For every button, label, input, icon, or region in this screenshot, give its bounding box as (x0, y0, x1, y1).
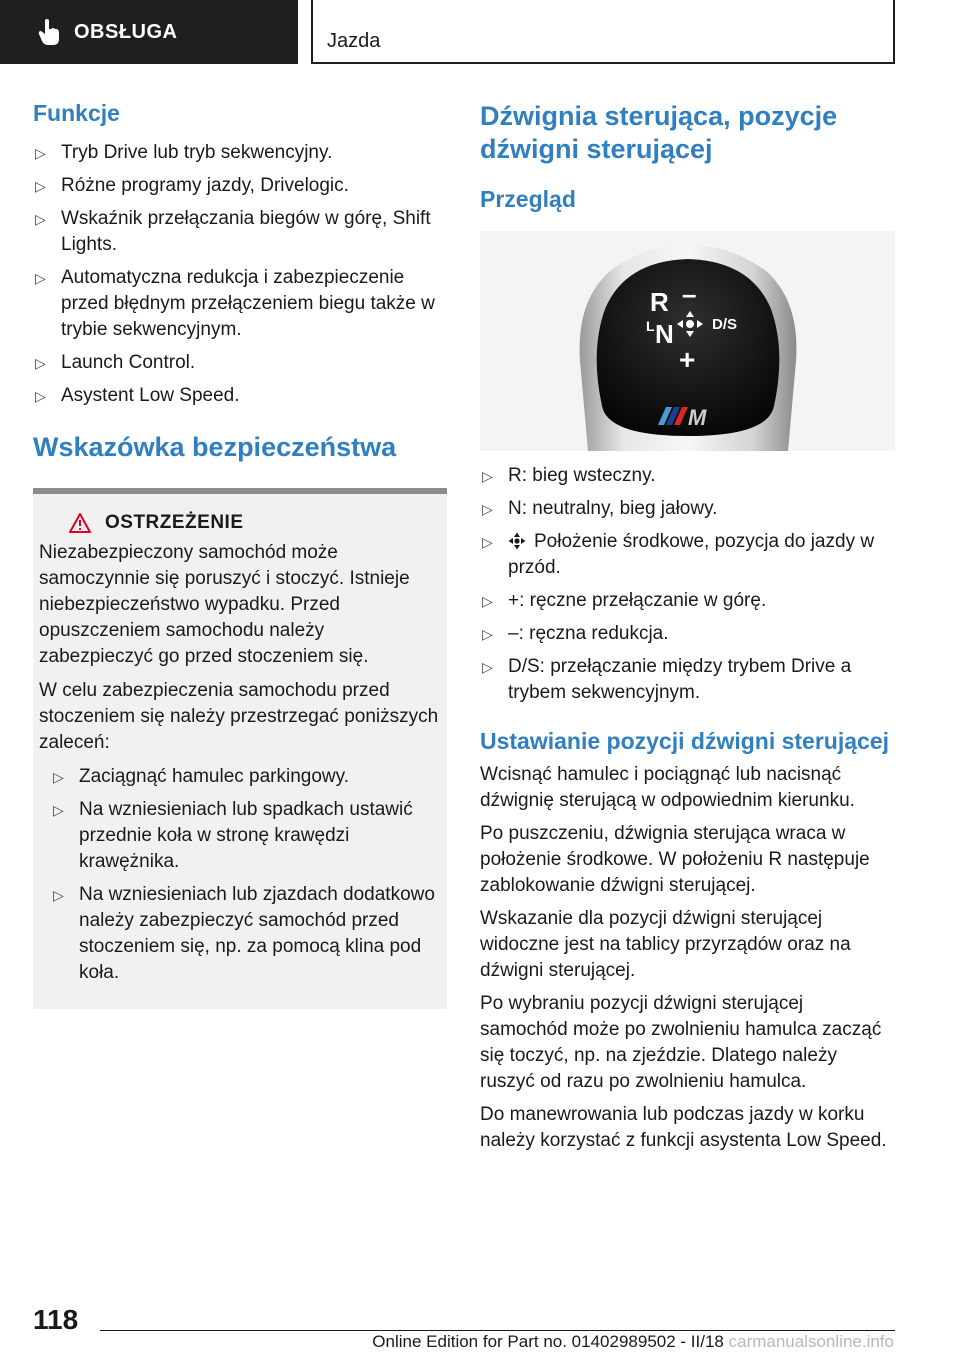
triangle-bullet-icon: ▷ (482, 626, 493, 643)
warning-paragraph: W celu zabezpieczenia samochodu przed stoczeniem się należy przestrzegać poniższych zaleceń: (39, 679, 439, 753)
gear-lever-illustration (480, 231, 895, 451)
positions-list (480, 463, 895, 706)
triangle-bullet-icon: ▷ (53, 801, 64, 818)
triangle-bullet-icon: ▷ (35, 354, 46, 371)
list-item: ▷ Zaciągnąć hamulec parkingowy. (51, 764, 441, 790)
right-column (480, 100, 895, 1161)
lever-brand-label: M (688, 405, 707, 431)
edition-note: Online Edition for Part no. 01402989502 - II/18 carmanualsonline.info (372, 1332, 894, 1351)
list-item: ▷ Asystent Low Speed. (33, 383, 447, 409)
warning-triangle-icon (69, 513, 91, 533)
header-tab-label: OBSŁUGA (74, 20, 178, 43)
list-item: ▷ Tryb Drive lub tryb sekwencyjny. (33, 140, 447, 166)
list-item: ▷ N: neutralny, bieg jałowy. (480, 496, 895, 522)
overview-heading: Przegląd (480, 185, 576, 212)
list-item: ▷ Launch Control. (33, 350, 447, 376)
list-item: ▷ Automatyczna redukcja i zabezpieczenie przed błędnym przełączeniem biegu także w trybie sekwencyjnym. (35, 266, 435, 340)
list-item: ▷ Wskaźnik przełączania biegów w górę, Shift Lights. (35, 207, 431, 255)
warning-paragraph: Niezabezpieczony samochód może samoczynnie się poruszyć i stoczyć. Istnieje niebezpieczeństwo wypadku. Przed opuszczeniem samochodu należy zabezpieczyć go przed stoczeniem się. (39, 541, 410, 667)
triangle-bullet-icon: ▷ (482, 501, 493, 518)
functions-heading: Funkcje (33, 100, 120, 126)
section-title: Jazda (327, 30, 381, 52)
lever-label-n: N (655, 319, 674, 350)
hand-pointer-icon (38, 18, 60, 46)
page-footer (0, 1290, 960, 1362)
page-number: 118 (33, 1304, 79, 1335)
gear-lever-photo (480, 231, 895, 451)
functions-list (33, 140, 447, 409)
list-item: ▷ +: ręczne przełączanie w górę. (480, 588, 895, 614)
triangle-bullet-icon: ▷ (53, 768, 64, 785)
triangle-bullet-icon: ▷ (482, 468, 493, 485)
setting-heading: Ustawianie pozycji dźwigni sterującej (480, 728, 890, 755)
triangle-bullet-icon: ▷ (482, 593, 493, 610)
watermark: carmanualsonline.info (728, 1332, 894, 1351)
lever-label-l: L (646, 318, 655, 335)
warning-list (51, 764, 441, 986)
warning-box (33, 488, 447, 1009)
body-paragraph: Wcisnąć hamulec i pociągnąć lub nacisnąć dźwignię sterującą w odpowiednim kierunku. (480, 764, 855, 812)
list-item: ▷ –: ręczna redukcja. (480, 621, 895, 647)
list-item: ▷ D/S: przełączanie między trybem Drive a trybem sekwencyjnym. (482, 656, 852, 704)
triangle-bullet-icon: ▷ (482, 534, 493, 551)
triangle-bullet-icon: ▷ (35, 387, 46, 404)
list-item: ▷ Na wzniesieniach lub spadkach ustawić przednie koła w stronę krawędzi krawężnika. (53, 798, 413, 872)
list-item: ▷ R: bieg wsteczny. (480, 463, 895, 489)
triangle-bullet-icon: ▷ (35, 210, 46, 227)
header-tab (0, 0, 298, 64)
list-item: ▷ Różne programy jazdy, Drivelogic. (33, 173, 447, 199)
left-column (33, 100, 447, 1009)
body-paragraph: Wskazanie dla pozycji dźwigni sterującej widoczne jest na tablicy przyrządów oraz na dźwigni sterującej. (480, 908, 851, 982)
triangle-bullet-icon: ▷ (482, 659, 493, 676)
header-section-box (311, 0, 895, 64)
warning-title-row (69, 512, 441, 534)
list-item: ▷ Położenie środkowe, pozycja do jazdy w przód. (482, 531, 875, 579)
triangle-bullet-icon: ▷ (53, 886, 64, 903)
lever-label-r: R (650, 287, 669, 318)
lever-heading: Dźwignia sterująca, pozycje dźwigni sterującej (480, 101, 838, 164)
footer-rule (100, 1330, 895, 1331)
body-paragraph: Do manewrowania lub podczas jazdy w korku należy korzystać z funkcji asystenta Low Speed. (480, 1104, 887, 1152)
body-paragraph: Po wybraniu pozycji dźwigni sterującej samochód może po zwolnieniu hamulca zacząć się toczyć, np. na zjeździe. Dlatego należy ruszyć od razu po zwolnieniu hamulca. (480, 993, 882, 1093)
lever-label-minus: – (682, 279, 697, 310)
body-paragraph: Po puszczeniu, dźwignia sterująca wraca w położenie środkowe. W położeniu R następuje zablokowanie dźwigni sterującej. (480, 823, 870, 897)
triangle-bullet-icon: ▷ (35, 269, 46, 286)
safety-heading: Wskazówka bezpieczeństwa (33, 431, 397, 462)
lever-label-ds: D/S (712, 316, 738, 334)
list-item: ▷ Na wzniesieniach lub zjazdach dodatkowo należy zabezpieczyć samochód przed stoczeniem się, np. za pomocą klina pod koła. (53, 883, 435, 983)
triangle-bullet-icon: ▷ (35, 177, 46, 194)
center-position-icon (508, 532, 526, 550)
warning-title: OSTRZEŻENIE (105, 511, 244, 533)
lever-label-plus: + (679, 344, 696, 376)
triangle-bullet-icon: ▷ (35, 144, 46, 161)
